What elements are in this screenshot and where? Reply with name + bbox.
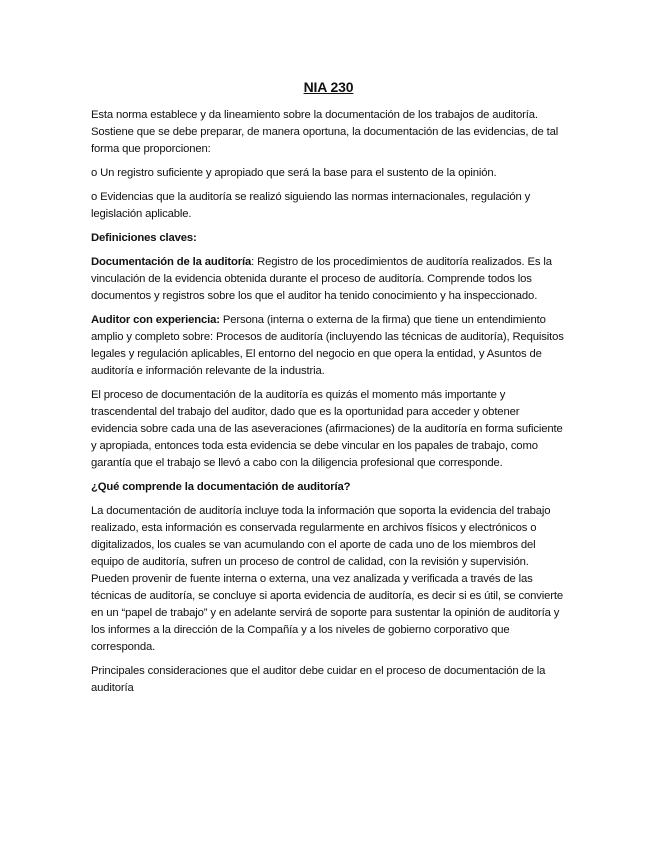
question-heading: ¿Qué comprende la documentación de auditoría?: [91, 481, 351, 493]
definition-text-1: : Registro de los procedimientos de auditoría realizados. Es la vinculación de la evidencia obtenida durante el proceso de auditoría. Comprende todos los documentos y registros sobre los que el auditor ha tenido conocimiento y ha inspeccionado.: [91, 256, 552, 302]
definition-term-1: Documentación de la auditoría: [91, 256, 252, 268]
intro-paragraph: Esta norma establece y da lineamiento sobre la documentación de los trabajos de auditoría. Sostiene que se debe preparar, de manera oportuna, la documentación de las evidencias, de tal forma que proporcionen:: [91, 109, 559, 155]
bullet-item-1: o Un registro suficiente y apropiado que será la base para el sustento de la opinión.: [91, 167, 497, 179]
definition-term-2: Auditor con experiencia:: [91, 314, 220, 326]
definition-text-2: Persona (interna o externa de la firma) que tiene un entendimiento amplio y completo sobre: Procesos de auditoría (incluyendo las técnicas de auditoría), Requisitos legales y regulación aplicables, El entorno del negocio en que opera la entidad, y Asuntos de auditoría e información relevante de la industria.: [91, 314, 564, 377]
bullet-item-2: o Evidencias que la auditoría se realizó siguiendo las normas internacionales, regulación y legislación aplicable.: [91, 191, 531, 220]
process-paragraph: El proceso de documentación de la auditoría es quizás el momento más importante y trascendental del trabajo del auditor, dado que es la oportunidad para acceder y obtener evidencia sobre cada una de las aseveraciones (afirmaciones) de la auditoría en forma suficiente y apropiada, entonces toda esta evidencia se debe vincular en los papales de trabajo, como garantía que el trabajo se llevó a cabo con la diligencia profesional que corresponde.: [91, 389, 563, 469]
definition-paragraph-2: [91, 312, 566, 380]
definitions-heading: Definiciones claves:: [91, 232, 197, 244]
answer-paragraph: La documentación de auditoría incluye toda la información que soporta la evidencia del trabajo realizado, esta información es conservada regularmente en archivos físicos y electrónicos o digitalizados, los cuales se van acumulando con el aporte de cada uno de los miembros del equipo de auditoría, sufren un proceso de control de calidad, con la revisión y supervisión. Pueden provenir de fuente interna o externa, una vez analizada y verificada a través de las técnicas de auditoría, se concluye si aporta evidencia de auditoría, es decir si es útil, se convierte en un “papel de trabajo” y en adelante servirá de soporte para sustentar la opinión de auditoría y los informes a la dirección de la Compañía y a los niveles de gobierno corporativo que corresponda.: [91, 505, 563, 653]
closing-paragraph: Principales consideraciones que el auditor debe cuidar en el proceso de documentación de la auditoría: [91, 665, 546, 694]
definition-paragraph-1: [91, 254, 566, 305]
document-title: NIA 230: [303, 79, 354, 95]
document-body: [91, 78, 566, 704]
